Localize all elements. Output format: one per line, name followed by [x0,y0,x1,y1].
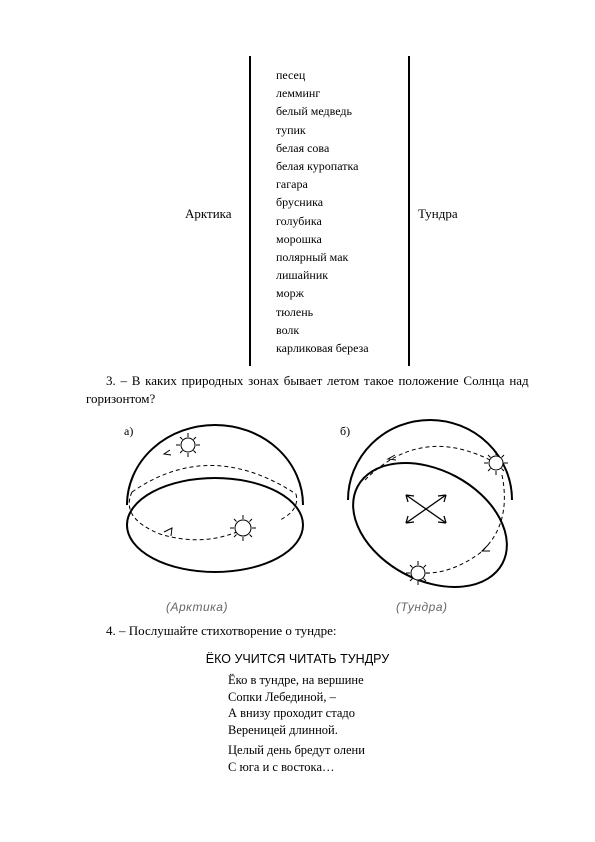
figure-a-label: а) [124,424,134,438]
arctic-label: Арктика [185,206,232,221]
poem-line: А внизу проходит стадо [228,706,355,720]
list-item: брусника [276,195,324,210]
sun-icon [484,451,508,475]
poem-line: С юга и с востока… [228,759,335,774]
figure-b-caption: (Тундра) [396,600,448,614]
list-item: белый медведь [276,104,352,119]
list-item: полярный мак [276,250,349,265]
direction-arrows-icon [406,495,446,523]
question-3-line-1: 3. – В каких природных зонах бывает летом такое положение Солнца над [106,373,529,388]
poem-line: Сопки Лебединой, – [228,689,336,704]
list-item: морж [276,286,304,301]
poem-line: Целый день бредут олени [228,743,365,757]
tundra-label: Тундра [418,206,458,221]
list-item: голубика [276,213,322,228]
list-item: лемминг [276,86,321,101]
poem-line: Ёко в тундре, на вершине [228,673,364,687]
sun-icon [406,561,430,585]
question-3-line-2: горизонтом? [86,391,156,406]
list-item: гагара [276,177,308,192]
question-4: 4. – Послушайте стихотворение о тундре: [106,623,337,638]
list-item: карликовая береза [276,341,369,356]
poem-stanza-2 [228,742,365,775]
list-item: морошка [276,231,322,246]
list-item: тупик [276,122,306,137]
figure-b-label: б) [340,424,351,438]
list-item: белая сова [276,140,330,155]
figure-b-hemisphere [330,415,530,590]
list-item: лишайник [276,268,329,283]
poem-title: ЁКО УЧИТСЯ ЧИТАТЬ ТУНДРУ [205,652,390,666]
list-item: песец [276,68,306,82]
list-item: тюлень [276,304,314,319]
list-item: волк [276,322,300,337]
table-right-divider [408,56,410,366]
poem-stanza-1 [228,672,364,738]
figure-a-hemisphere [110,420,320,590]
species-list [276,66,369,357]
sun-icon [230,515,256,541]
sun-icon [176,433,200,457]
figure-a-caption: (Арктика) [166,600,228,614]
table-left-divider [249,56,251,366]
list-item: белая куропатка [276,159,359,174]
poem-line: Вереницей длинной. [228,722,338,737]
